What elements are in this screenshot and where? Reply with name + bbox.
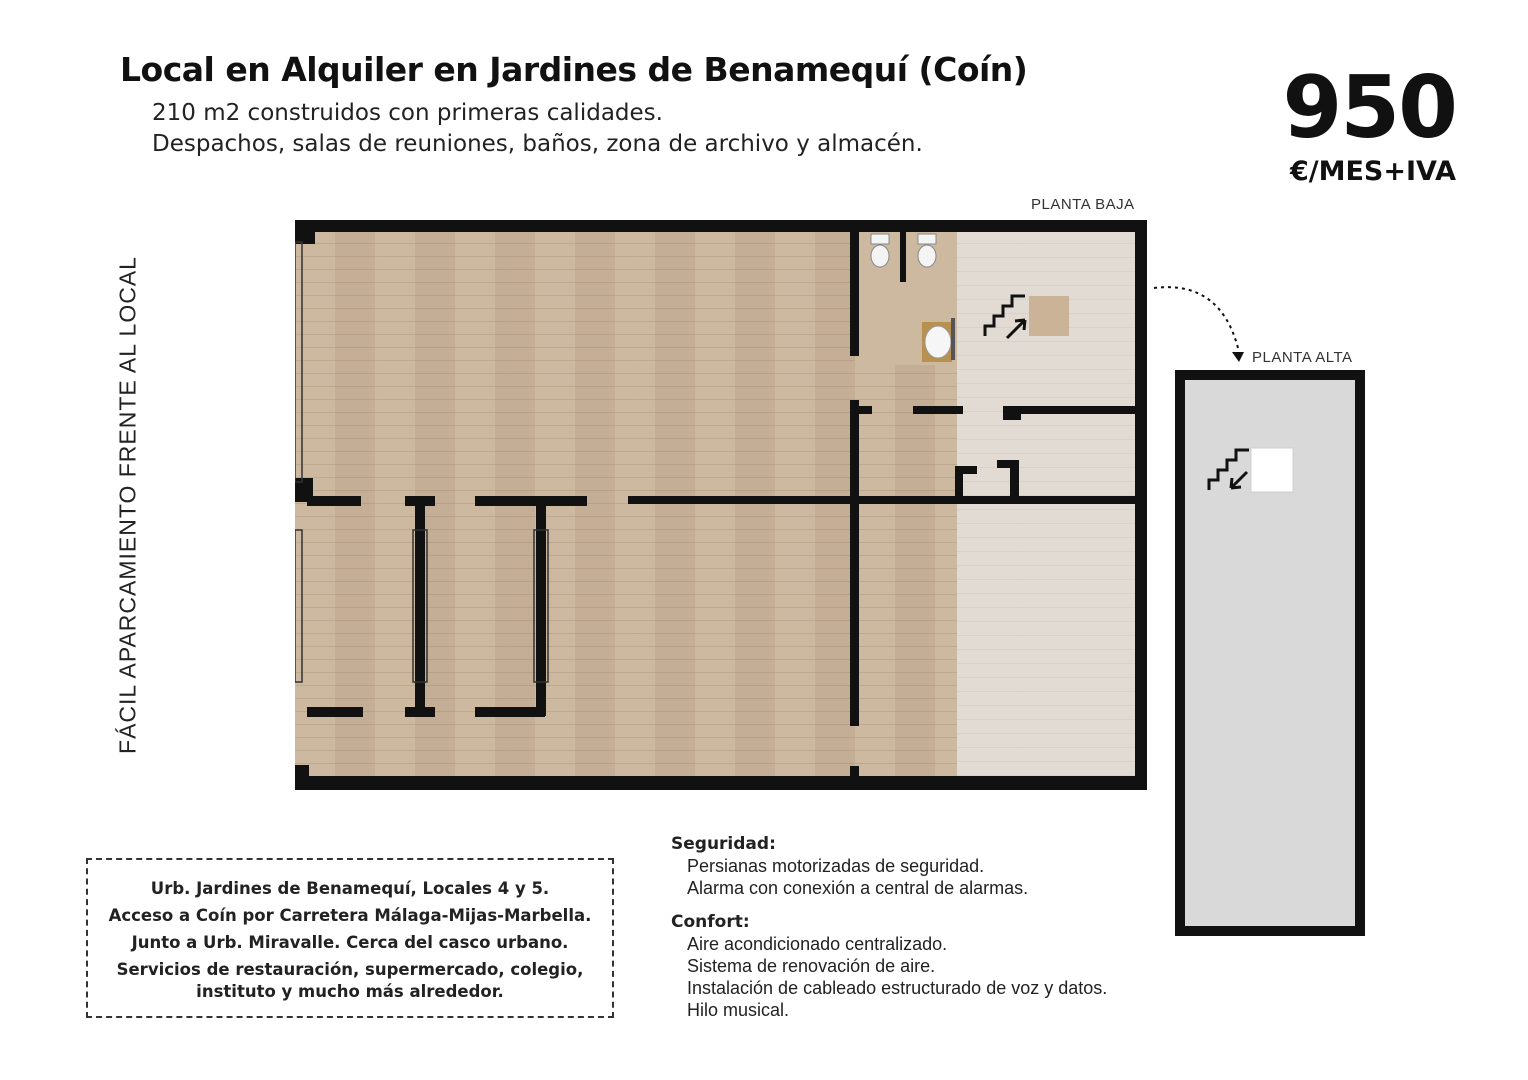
subtitle-rooms: Despachos, salas de reuniones, baños, zona de archivo y almacén.: [152, 131, 923, 157]
list-item: Sistema de renovación de aire.: [687, 956, 936, 976]
subtitle-area: 210 m2 construidos con primeras calidades.: [152, 100, 663, 126]
page-title: Local en Alquiler en Jardines de Benamequí (Coín): [120, 50, 1028, 89]
list-item: Hilo musical.: [687, 1000, 790, 1020]
stair-opening: [1251, 448, 1293, 492]
upper-floor-label: PLANTA ALTA: [1252, 349, 1353, 366]
curved-arrow-icon: [1150, 280, 1260, 370]
location-info-box: [86, 858, 614, 1018]
toilet-icon: [871, 234, 889, 267]
list-item: Persianas motorizadas de seguridad.: [687, 856, 985, 876]
comfort-group: [671, 911, 1107, 1021]
sink-icon: [922, 318, 955, 362]
stairs-up-icon: [985, 296, 1025, 338]
ground-floor-plan: [295, 220, 1147, 790]
info-access: Acceso a Coín por Carretera Málaga-Mijas-Marbella.: [108, 906, 592, 925]
list-item: Aire acondicionado centralizado.: [687, 934, 948, 954]
info-services-cont: instituto y mucho más alrededor.: [196, 982, 504, 1001]
toilet-icon: [918, 234, 936, 267]
price-block: [1282, 58, 1456, 187]
info-address: Urb. Jardines de Benamequí, Locales 4 y 5.: [150, 879, 550, 898]
list-item: Alarma con conexión a central de alarmas.: [687, 878, 1029, 898]
comfort-heading: Confort:: [671, 912, 750, 932]
info-nearby: Junto a Urb. Miravalle. Cerca del casco urbano.: [131, 933, 569, 952]
price-unit: €/MES+IVA: [1289, 156, 1456, 187]
parking-label: FÁCIL APARCAMIENTO FRENTE AL LOCAL: [114, 256, 141, 754]
ground-floor-label: PLANTA BAJA: [1031, 196, 1135, 213]
features-list: [671, 833, 1107, 1033]
floor-plan-walls: [295, 220, 1147, 790]
upper-floor-walls: [1175, 370, 1365, 936]
stair-opening: [1029, 296, 1069, 336]
security-group: [671, 833, 1107, 899]
upper-floor-plan: [1175, 370, 1365, 936]
price-value: 950: [1282, 58, 1456, 158]
info-services: Servicios de restauración, supermercado, colegio,: [116, 960, 584, 979]
security-heading: Seguridad:: [671, 834, 776, 854]
list-item: Instalación de cableado estructurado de voz y datos.: [687, 978, 1108, 998]
